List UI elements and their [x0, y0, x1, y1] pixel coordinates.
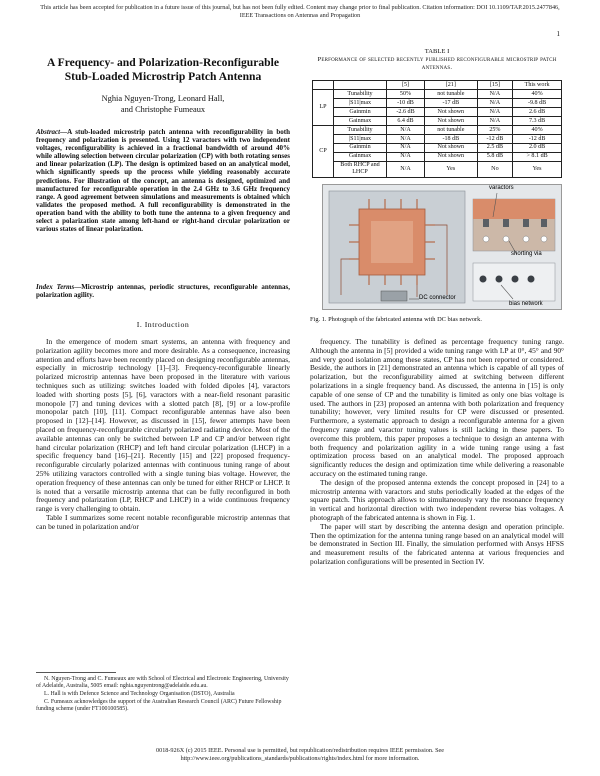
footnote-divider [36, 672, 116, 673]
table-cell: -18 dB [425, 134, 478, 143]
table-header-cell [334, 81, 387, 90]
table-cell: Gainmax [334, 116, 387, 125]
table-cell: Tunability [334, 125, 387, 134]
table-header-cell [313, 81, 334, 90]
authors-line-1: Nghia Nguyen-Trong, Leonard Hall, [101, 94, 225, 103]
table-group-lp: LP [313, 89, 334, 125]
index-terms-lead: Index Terms [36, 283, 75, 291]
section-heading: I. Introduction [136, 320, 190, 329]
table-cell: -17 dB [425, 98, 478, 107]
table-cell: 2.5 dB [477, 143, 513, 152]
table-row [313, 152, 562, 161]
table-cell: N/A [387, 125, 425, 134]
table-cell: 50% [387, 89, 425, 98]
table-title: Performance of selected recently published reconfigurable microstrip patch antennas. [317, 56, 557, 72]
table-cell: |S11|max [334, 134, 387, 143]
table-cell: N/A [477, 89, 513, 98]
table-cell: 5.8 dB [477, 152, 513, 161]
table-cell: N/A [387, 134, 425, 143]
table-cell: No [477, 161, 513, 177]
left-column-body [36, 338, 290, 668]
index-terms-text: —Microstrip antennas, periodic structures, reconfigurable antennas, polarization agility. [36, 283, 290, 300]
table-header-cell: [21] [425, 81, 478, 90]
table-cell: -10 dB [387, 98, 425, 107]
table-header-cell: [15] [477, 81, 513, 90]
table-cell: 2.0 dB [513, 143, 562, 152]
copyright-notice: 0018-926X (c) 2015 IEEE. Personal use is permitted, but republication/redistribution requires IEEE permission. See http://www.ieee.org/publications_standards/publications/rights/index.html for more information. [156, 747, 444, 762]
page-number: 1 [556, 30, 560, 38]
table-cell: N/A [477, 116, 513, 125]
table-cell: Not shown [425, 152, 478, 161]
table-cell: not tunable [425, 89, 478, 98]
table-row [313, 161, 562, 177]
right-column-body [310, 338, 564, 708]
table-cell: 7.3 dB [513, 116, 562, 125]
paragraph: The design of the proposed antenna extends the concept proposed in [24] to a microstrip antenna with varactors and stubs periodically loaded at the edges of the square patch. This approach allows to simultaneously vary the resonance frequency in vertical and horizontal direction with two independent reverse bias voltages. A photograph of the fabricated antenna is shown in Fig. 1. [310, 477, 564, 522]
journal-notice: This article has been accepted for publication in a future issue of this journal, but has not been fully edited. Content may change prior to final publication. Citation information: DOI 10.1109/TAP.2015.2477846, IEEE Transactions on Antennas and Propagation [40, 4, 560, 19]
label-varactors: varactors [489, 185, 514, 191]
author-block [36, 93, 290, 115]
antenna-photo-illustration [323, 185, 561, 309]
table-row [313, 143, 562, 152]
dc-connector [381, 291, 407, 301]
table-row [313, 89, 562, 98]
table-cell: Gainmin [334, 107, 387, 116]
table-row [313, 125, 562, 134]
table-header-cell: This work [513, 81, 562, 90]
patch-highlight [371, 221, 413, 263]
table-cell: N/A [387, 161, 425, 177]
table-cell: Not shown [425, 143, 478, 152]
table-cell: not tunable [425, 125, 478, 134]
table-cell: 40% [513, 125, 562, 134]
table-cell: Gainmax [334, 152, 387, 161]
paper-title: A Frequency- and Polarization-Reconfigurable Stub-Loaded Microstrip Patch Antenna [47, 56, 279, 83]
table-header-cell: [5] [387, 81, 425, 90]
label-bias-network: bias network [509, 301, 543, 307]
footnote: N. Nguyen-Trong and C. Fumeaux are with School of Electrical and Electronic Engineering, University of Adelaide, Australia, 5005 email: nghia.nguyentrong@adelaide.edu.au. [36, 676, 289, 689]
paragraph: Table I summarizes some recent notable reconfigurable microstrip antennas that can be tuned in polarization and/or [36, 512, 290, 531]
table-group-cp: CP [313, 125, 334, 177]
table-cell: |S11|max [334, 98, 387, 107]
paragraph: In the emergence of modern smart systems, an antenna with frequency and polarization agility becomes more and more desirable. As a consequence, increasing attention and efforts have been recently placed on designing reconfigurable antennas, especially in microstrip technology [1]–[3]. Frequency-reconfigurable linearly polarized microstrip antennas have been proposed in the literature with various techniques such as utilizing: switches loaded with folded dipoles [4], varactors loaded with shorting posts [5], [6], varactors with a near-field resonant parasitic monopole [7] and tuning devices with a slotted patch [8], [9] or a low-profile monopolar patch [10], [11]. Compact reconfigurable antennas have also been proposed in [12]–[14]. However, as discussed in [15], fewer attempts have been placed on frequency-reconfigurable circularly polarized radiating device. Most of the available antennas can only be switched between LP and CP and/or between right hand circular polarization (RHCP) and left hand circular polarization (LHCP) in a specific frequency band [16]–[21]. Recently [15] and [22] proposed frequency-reconfigurable circularly polarized antennas with continuous tuning range of about 25% utilizing varactors controlled with a single tuning bias voltage. However, the operation frequency of these antennas can only be tuned for either RHCP or LHCP. It is noted that a versatile microstrip antenna that can be fully reconfigured in both frequency and polarization (LP, RHCP and LHCP) in a wide continuous frequency range is very challenging to obtain. [36, 338, 290, 514]
table-cell: Tunability [334, 89, 387, 98]
table-cell: N/A [387, 152, 425, 161]
paragraph: The paper will start by describing the antenna design and operation principle. Then the optimization for the antenna tuning range based on an analytical model will be demonstrated in Section III. Finally, the simulation performed with Ansys HFSS and measurement results of the fabricated antenna at various frequencies and polarization configurations will be presented in Section IV. [310, 521, 564, 566]
table-cell: Yes [425, 161, 478, 177]
abstract-lead: Abstract [36, 128, 61, 136]
table-cell: Gainmin [334, 143, 387, 152]
table-cell: N/A [477, 98, 513, 107]
index-terms [36, 283, 290, 299]
table-cell: -12 dB [513, 134, 562, 143]
abstract [36, 128, 290, 233]
table-header-row [313, 81, 562, 90]
abstract-text: —A stub-loaded microstrip patch antenna with reconfigurability in both frequency and polarization is presented. Using 12 varactors with two independent voltages, reconfigurability is achieved in a fractional bandwidth of around 40% while allowing selection between circular polarization (CP) with both rotating senses and linear polarization (LP). The design is optimized based on an analytical model, which significantly speeds up the process while yielding reasonably accurate predictions. For illustration of the concept, an antenna is designed, optimized and manufactured for reconfigurable operation in the 2.4 GHz to 3.6 GHz frequency range. A good agreement between simulations and measurements is obtained which validates the proposed method. A full reconfigurability is demonstrated in the operation band with the ability to both tune the antenna to a given frequency and select a polarization state among left-hand or right-hand circular polarization or various states of linear polarization. [36, 128, 290, 234]
footnote: C. Fumeaux acknowledges the support of the Australian Research Council (ARC) Future Fellowship funding scheme (under FT100100585). [36, 699, 282, 712]
table-caption [310, 48, 564, 73]
table-cell: 6.4 dB [387, 116, 425, 125]
table-cell: Both RHCP and LHCP [334, 161, 387, 177]
table-row [313, 134, 562, 143]
table-cell: Not shown [425, 116, 478, 125]
label-dc-connector: DC connector [419, 295, 456, 301]
table-cell: Not shown [425, 107, 478, 116]
table-cell: 2.6 dB [513, 107, 562, 116]
table-cell: -12 dB [477, 134, 513, 143]
table-row [313, 98, 562, 107]
comparison-table [312, 80, 562, 178]
table-row [313, 107, 562, 116]
table-cell: 25% [477, 125, 513, 134]
table-cell: N/A [477, 107, 513, 116]
footnotes [36, 676, 290, 714]
table-cell: Yes [513, 161, 562, 177]
label-shorting-via: shorting via [511, 251, 542, 257]
table-cell: -9.8 dB [513, 98, 562, 107]
authors-line-2: and Christophe Fumeaux [120, 105, 206, 114]
table-cell: N/A [387, 143, 425, 152]
table-row [313, 116, 562, 125]
table-cell: -2.6 dB [387, 107, 425, 116]
table-cell: 40% [513, 89, 562, 98]
figure-caption: Fig. 1. Photograph of the fabricated antenna with DC bias network. [310, 316, 482, 323]
antenna-photo-figure [322, 184, 562, 310]
table-cell: > 8.1 dB [513, 152, 562, 161]
footnote: L. Hall is with Defence Science and Technology Organisation (DSTO), Australia [44, 691, 235, 697]
table-number: TABLE I [424, 48, 450, 55]
closeup-patch-edge [473, 199, 555, 219]
paragraph: frequency. The tunability is defined as percentage frequency tuning range. Although the antenna in [5] provided a wide tuning range with LP at 0°, 45° and 90° and very good isolation among these states, CP has not been reported or considered. Beside, the authors in [21] demonstrated an antenna which is capable of all types of polarization, but the reconfigurability aimed at switching between different polarizations in a single frequency band. As discussed, the antenna in [15] is only capable of one sense of CP and the tunability is limited as only one bias voltage is used. The authors in [23] proposed an antenna with both polarization and frequency tunability; however, very limited results for CP were discussed or presented. Furthermore, a systematic approach to design a reconfigurable antenna for a given frequency range and varactor tuning values is still lacking in these papers. To overcome this problem, this paper proposes a technique to design an antenna with both frequency and polarization agility in a wide tuning range using a fast optimization process based on an analytical model. The proposed approach significantly reduces the design and optimization time while delivering a reasonable accuracy on the estimated tuning range. [310, 338, 564, 478]
